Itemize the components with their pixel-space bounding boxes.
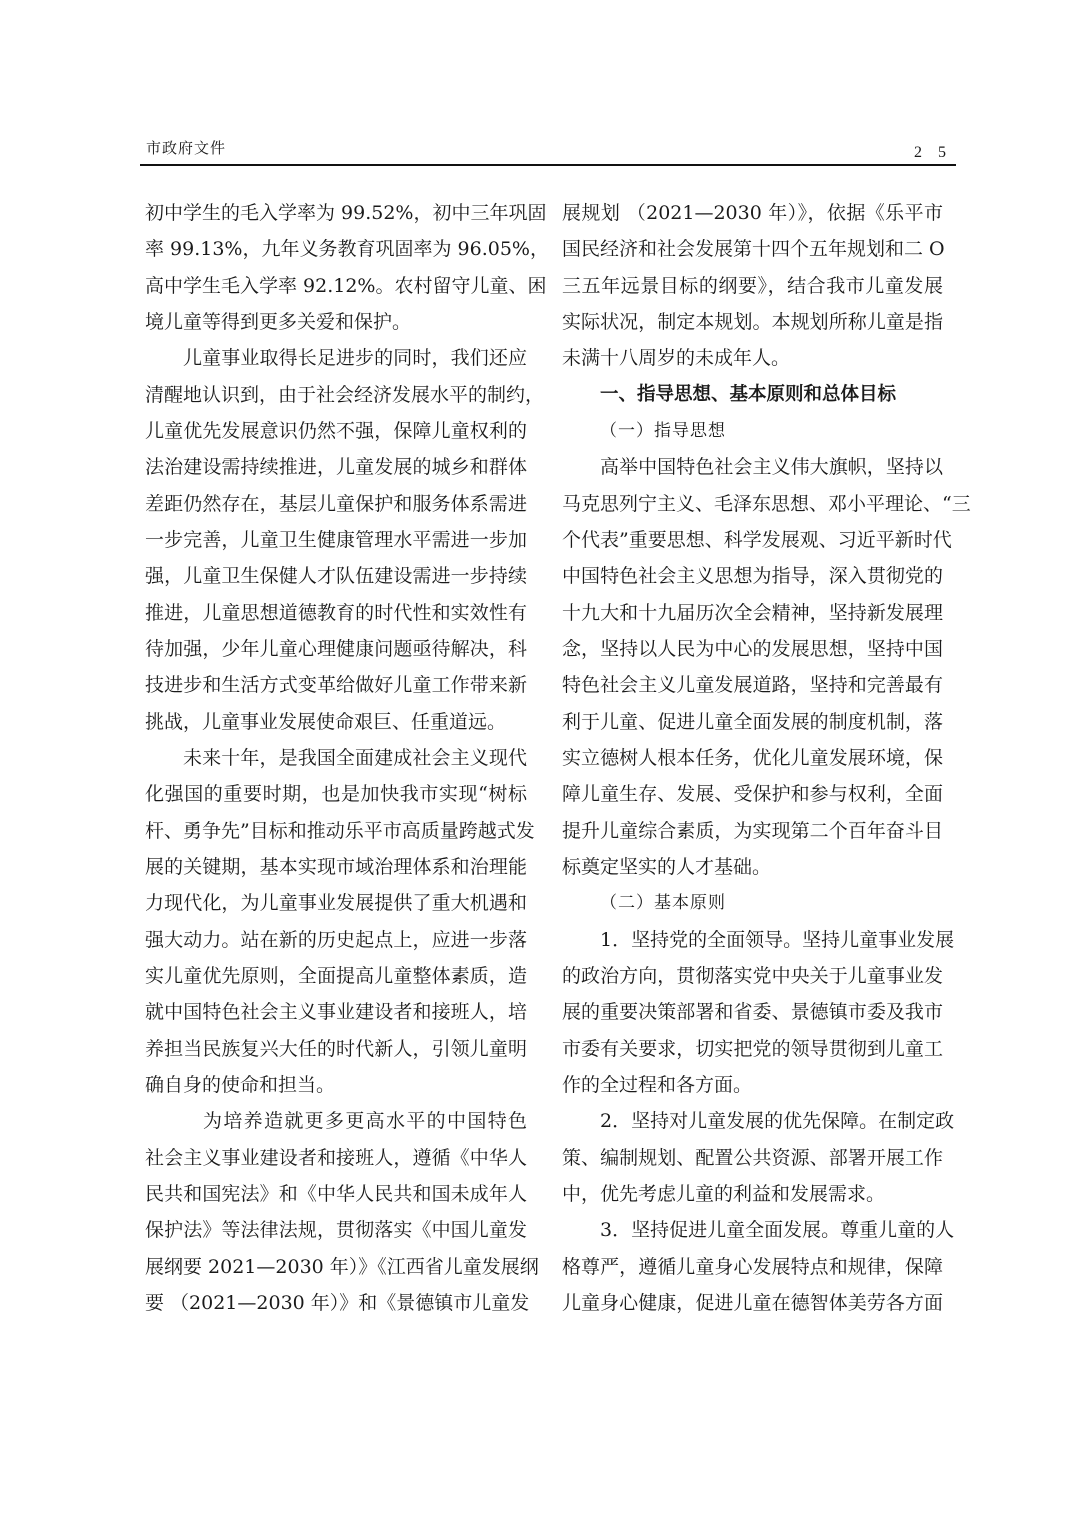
text-line: 力现代化，为儿童事业发展提供了重大机遇和 bbox=[145, 892, 527, 915]
text-line: 十九大和十九届历次全会精神，坚持新发展理 bbox=[562, 601, 943, 624]
header-title: 市政府文件 bbox=[146, 139, 227, 157]
text-line: 展的重要决策部署和省委、景德镇市委及我市 bbox=[562, 1001, 943, 1024]
paragraph bbox=[145, 198, 549, 343]
text-line: 保护法》等法律法规，贯彻落实《中国儿童发 bbox=[145, 1219, 527, 1242]
text-line: 标奠定坚实的人才基础。 bbox=[562, 855, 772, 878]
text-line: 中，优先考虑儿童的利益和发展需求。 bbox=[562, 1182, 886, 1205]
text-line: 为培养造就更多更高水平的中国特色 bbox=[203, 1110, 527, 1133]
text-line: 养担当民族复兴大任的时代新人，引领儿童明 bbox=[145, 1037, 527, 1060]
text-line: 确自身的使命和担当。 bbox=[145, 1073, 336, 1096]
left-column bbox=[145, 198, 549, 1324]
text-line: 要 （2021—2030 年）》和《景德镇市儿童发 bbox=[145, 1291, 530, 1314]
text-line: 市委有关要求，切实把党的领导贯彻到儿童工 bbox=[562, 1037, 943, 1060]
text-line: 实际状况，制定本规划。本规划所称儿童是指 bbox=[562, 310, 943, 333]
text-line: 障儿童生存、发展、受保护和参与权利，全面 bbox=[562, 783, 943, 806]
text-line: 清醒地认识到，由于社会经济发展水平的制约， bbox=[145, 383, 545, 406]
text-line: 马克思列宁主义、毛泽东思想、邓小平理论、“三 bbox=[562, 492, 971, 515]
text-line: 格尊严，遵循儿童身心发展特点和规律，保障 bbox=[562, 1255, 943, 1278]
text-line: 技进步和生活方式变革给做好儿童工作带来新 bbox=[145, 674, 527, 697]
text-line: 强，儿童卫生保健人才队伍建设需进一步持续 bbox=[145, 565, 527, 588]
section-heading bbox=[562, 380, 943, 416]
text-line: 展纲要 2021—2030 年）》《江西省儿童发展纲 bbox=[145, 1255, 539, 1278]
paragraph bbox=[562, 1215, 955, 1324]
text-line: 展规划 （2021—2030 年）》，依据《乐平市 bbox=[562, 202, 943, 224]
text-line: 儿童优先发展意识仍然不强，保障儿童权利的 bbox=[145, 419, 527, 442]
text-line: 差距仍然存在，基层儿童保护和服务体系需进 bbox=[145, 492, 527, 515]
paragraph bbox=[562, 1106, 955, 1215]
text-line: 未满十八周岁的未成年人。 bbox=[562, 347, 791, 370]
paragraph bbox=[145, 343, 545, 743]
text-line: 实立德树人根本任务，优化儿童发展环境，保 bbox=[562, 746, 943, 769]
text-line: 展的关键期，基本实现市域治理体系和治理能 bbox=[145, 855, 527, 878]
text-line: 未来十年，是我国全面建成社会主义现代 bbox=[183, 746, 527, 769]
text-line: 特色社会主义儿童发展道路，坚持和完善最有 bbox=[562, 674, 943, 697]
text-line: 就中国特色社会主义事业建设者和接班人，培 bbox=[145, 1001, 527, 1024]
text-line: 一、指导思想、基本原则和总体目标 bbox=[600, 383, 897, 405]
text-line: 利于儿童、促进儿童全面发展的制度机制，落 bbox=[562, 710, 943, 733]
text-line: 初中学生的毛入学率为 99.52%，初中三年巩固 bbox=[145, 202, 547, 224]
text-line: 境儿童等得到更多关爱和保护。 bbox=[145, 310, 412, 333]
text-line: 率 99.13%，九年义务教育巩固率为 96.05%， bbox=[145, 238, 549, 261]
text-line: 2．坚持对儿童发展的优先保障。在制定政 bbox=[600, 1110, 955, 1133]
text-line: （一）指导思想 bbox=[600, 420, 726, 441]
right-column bbox=[562, 198, 971, 1324]
text-line: 个代表”重要思想、科学发展观、习近平新时代 bbox=[562, 528, 952, 551]
paragraph bbox=[562, 925, 955, 1107]
subsection-heading bbox=[562, 888, 943, 924]
text-line: 3．坚持促进儿童全面发展。尊重儿童的人 bbox=[600, 1219, 955, 1242]
header-rule bbox=[140, 164, 956, 166]
text-line: 提升儿童综合素质，为实现第二个百年奋斗目 bbox=[562, 819, 943, 842]
paragraph bbox=[562, 452, 971, 888]
text-line: 的政治方向，贯彻落实党中央关于儿童事业发 bbox=[562, 964, 943, 987]
paragraph bbox=[145, 1106, 539, 1324]
text-line: 国民经济和社会发展第十四个五年规划和二 O bbox=[562, 238, 945, 261]
text-line: 一步完善，儿童卫生健康管理水平需进一步加 bbox=[145, 528, 527, 551]
text-line: 策、编制规划、配置公共资源、部署开展工作 bbox=[562, 1146, 943, 1169]
text-line: 法治建设需持续推进，儿童发展的城乡和群体 bbox=[145, 456, 527, 479]
text-line: 1．坚持党的全面领导。坚持儿童事业发展 bbox=[600, 928, 955, 951]
paragraph bbox=[562, 198, 943, 380]
page-number: 2 5 bbox=[914, 144, 952, 161]
text-line: 强大动力。站在新的历史起点上，应进一步落 bbox=[145, 928, 527, 951]
text-line: 民共和国宪法》和《中华人民共和国未成年人 bbox=[145, 1182, 527, 1205]
paragraph bbox=[145, 743, 535, 1106]
text-line: 实儿童优先原则，全面提高儿童整体素质，造 bbox=[145, 964, 527, 987]
text-line: 儿童身心健康，促进儿童在德智体美劳各方面 bbox=[562, 1291, 943, 1314]
text-line: 挑战，儿童事业发展使命艰巨、任重道远。 bbox=[145, 710, 507, 733]
text-line: 推进，儿童思想道德教育的时代性和实效性有 bbox=[145, 601, 527, 624]
text-line: 高举中国特色社会主义伟大旗帜，坚持以 bbox=[600, 456, 943, 479]
subsection-heading bbox=[562, 416, 943, 452]
text-line: 作的全过程和各方面。 bbox=[562, 1073, 753, 1096]
text-line: 社会主义事业建设者和接班人，遵循《中华人 bbox=[145, 1146, 527, 1169]
text-line: （二）基本原则 bbox=[600, 893, 726, 914]
text-line: 三五年远景目标的纲要》，结合我市儿童发展 bbox=[562, 274, 943, 297]
text-line: 儿童事业取得长足进步的同时，我们还应 bbox=[183, 347, 527, 370]
text-line: 化强国的重要时期，也是加快我市实现“树标 bbox=[145, 783, 527, 806]
text-line: 杆、勇争先”目标和推动乐平市高质量跨越式发 bbox=[145, 819, 535, 842]
text-line: 高中学生毛入学率 92.12%。农村留守儿童、困 bbox=[145, 274, 547, 297]
text-line: 中国特色社会主义思想为指导，深入贯彻党的 bbox=[562, 565, 943, 588]
text-line: 念，坚持以人民为中心的发展思想，坚持中国 bbox=[562, 637, 943, 660]
text-line: 待加强，少年儿童心理健康问题亟待解决，科 bbox=[145, 637, 527, 660]
